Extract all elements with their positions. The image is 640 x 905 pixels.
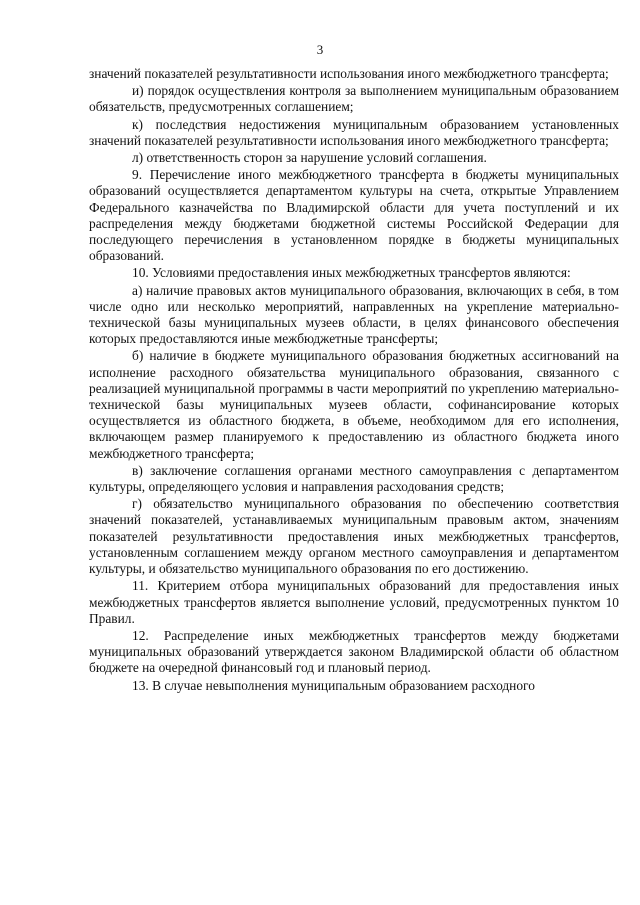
paragraph: 9. Перечисление иного межбюджетного трансферта в бюджеты муниципальных образований осуществляется департаментом культуры на счета, открытые Управлением Федерального казначейства по Владимирской области для учета поступлений и их распределения между бюджетами бюджетной системы Российской Федерации для последующего перечисления в установленном порядке в бюджеты муниципальных образований. xyxy=(89,167,619,264)
paragraph: 12. Распределение иных межбюджетных трансфертов между бюджетами муниципальных образований утверждается законом Владимирской области об областном бюджете на очередной финансовый год и плановый период. xyxy=(89,627,619,676)
paragraph: а) наличие правовых актов муниципального образования, включающих в себя, в том числе одно или несколько мероприятий, направленных на укрепление материально-технической базы муниципальных музеев области, в целях финансового обеспечения которых предоставляются иные межбюджетные трансферты; xyxy=(89,282,619,347)
document-body xyxy=(89,66,619,695)
paragraph: 11. Критерием отбора муниципальных образований для предоставления иных межбюджетных трансфертов является выполнение условий, предусмотренных пунктом 10 Правил. xyxy=(89,578,619,626)
paragraph: значений показателей результативности использования иного межбюджетного трансферта; xyxy=(89,66,609,81)
paragraph: и) порядок осуществления контроля за выполнением муниципальным образованием обязательств, предусмотренных соглашением; xyxy=(89,83,619,115)
paragraph: к) последствия недостижения муниципальным образованием установленных значений показателей результативности использования иного межбюджетного трансферта; xyxy=(89,116,619,148)
paragraph: 13. В случае невыполнения муниципальным образованием расходного xyxy=(132,677,535,693)
paragraph: 10. Условиями предоставления иных межбюджетных трансфертов являются: xyxy=(132,265,571,281)
paragraph: в) заключение соглашения органами местного самоуправления с департаментом культуры, определяющего условия и направления расходования средств; xyxy=(89,462,619,495)
page-number: 3 xyxy=(316,42,324,57)
paragraph: л) ответственность сторон за нарушение условий соглашения. xyxy=(132,150,487,166)
paragraph: г) обязательство муниципального образования по обеспечению соответствия значений показателей, устанавливаемых муниципальным правовым актом, значениям показателей результативности предоставления иных межбюджетных трансфертов, установленным соглашением между органом местного самоуправления и департаментом культуры, и обязательство муниципального образования по его достижению. xyxy=(89,496,619,577)
paragraph: б) наличие в бюджете муниципального образования бюджетных ассигнований на исполнение расходного обязательства муниципального образования, связанного с реализацией муниципальной программы в части мероприятий по укреплению материально-технической базы муниципальных музеев области, софинансирование которых осуществляется из областного бюджета, в объеме, необходимом для его исполнения, включающем размер планируемого к предоставлению из областного бюджета иного межбюджетного трансферта; xyxy=(89,348,619,461)
